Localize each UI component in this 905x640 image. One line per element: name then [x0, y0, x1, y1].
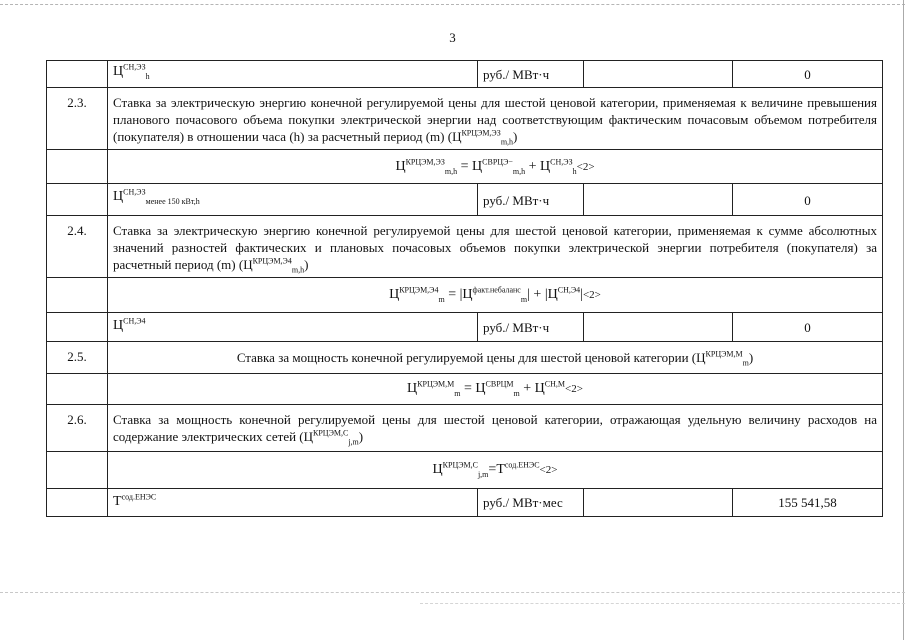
formula-row [47, 278, 883, 313]
formula-sup: СВРЦМ [485, 379, 514, 389]
row-number: 2.4. [47, 216, 108, 277]
tail-sup: КРЦЭМ,С [313, 428, 349, 438]
table-row [47, 184, 883, 216]
row-number-empty [47, 278, 108, 312]
formula-symbol: Ц [540, 159, 551, 174]
formula-abs-open: | [459, 287, 463, 302]
formula-symbol: Ц [547, 287, 558, 302]
formula-sup: СН,Э4 [557, 285, 581, 295]
formula-sub: m [513, 388, 520, 398]
scan-bottom-rule [420, 603, 905, 604]
row-number-empty [47, 184, 108, 215]
formula-symbol: Ц [475, 381, 486, 396]
description-text: Ставка за мощность конечной регулируемой цены для шестой ценовой категории ( [236, 350, 697, 365]
formula [108, 278, 883, 312]
formula-sub: j,m [477, 469, 489, 479]
tail-close: ) [304, 257, 309, 272]
row-description [108, 216, 883, 277]
row-number: 2.3. [47, 88, 108, 149]
formula-symbol: Ц [432, 462, 443, 477]
scan-right-edge [903, 0, 904, 640]
symbol-sup: СН,Э4 [123, 316, 146, 326]
row-description [108, 342, 883, 373]
row-description [108, 88, 883, 149]
formula-sup: СВРЦЭ− [482, 157, 513, 167]
symbol-base: Ц [113, 64, 124, 79]
formula-footnote-ref: <2> [576, 161, 595, 173]
table-row [47, 61, 883, 88]
formula [108, 374, 883, 404]
symbol-sub: менее 150 кВт,h [145, 196, 200, 206]
tail-symbol: Ц [696, 350, 706, 365]
formula-sup: КРЦЭМ,ЭЗ [405, 157, 445, 167]
symbol-sup: СН,ЭЗ [123, 187, 146, 197]
value-cell: 0 [733, 313, 883, 341]
symbol-cell [108, 313, 478, 341]
tail-symbol: Ц [303, 429, 314, 444]
symbol-base: Ц [113, 189, 124, 204]
row-number-empty [47, 61, 108, 87]
value-cell: 0 [733, 184, 883, 215]
formula [108, 452, 883, 488]
table-row [47, 405, 883, 452]
tail-sub: m [742, 358, 749, 368]
formula [108, 150, 883, 183]
table-row [47, 88, 883, 150]
formula-symbol: Ц [407, 381, 418, 396]
table-row [47, 313, 883, 342]
value-cell: 155 541,58 [733, 489, 883, 516]
symbol-sub: h [145, 71, 150, 81]
tail-symbol: Ц [243, 257, 253, 272]
formula-sub: m,h [512, 166, 526, 176]
formula-row [47, 452, 883, 489]
formula-equals: = [444, 287, 460, 302]
table-row [47, 342, 883, 374]
formula-footnote-ref: <2> [539, 464, 558, 476]
symbol-sup: СН,ЭЗ [123, 62, 146, 72]
unit-cell: руб./ МВт·ч [478, 184, 584, 215]
description-text: Ставка за электрическую энергию конечной регулируемой цены для шестой ценовой категории, применяемая к величине превышения планового почасового объема покупки электрической энергии над соответствующим фактическим почасовым объемом потребителя (покупателя) в отношении часа (h) за расчетный период (m) ( [113, 95, 877, 144]
tail-close: ) [358, 429, 364, 444]
row-number-empty [47, 452, 108, 488]
formula-equals: = [488, 462, 497, 477]
formula-footnote-ref: <2> [582, 289, 601, 301]
value-cell: 0 [733, 61, 883, 87]
unit-cell: руб./ МВт·ч [478, 61, 584, 87]
formula-plus: + [529, 287, 545, 302]
symbol-sup: сод.ЕНЭС [121, 492, 157, 502]
formula-sup: сод.ЕНЭС [504, 460, 540, 470]
blank-cell [584, 313, 733, 341]
formula-equals: = [460, 381, 476, 396]
formula-sub: m [520, 294, 528, 304]
formula-plus: + [519, 381, 535, 396]
tail-sup: КРЦЭМ,Э4 [252, 256, 292, 266]
tail-close: ) [513, 129, 518, 144]
tail-sub: j,m [348, 437, 359, 447]
formula-plus: + [525, 159, 541, 174]
formula-sup: КРЦЭМ,М [417, 379, 455, 389]
symbol-base: Ц [113, 318, 124, 333]
tail-sup: КРЦЭМ,М [705, 349, 743, 359]
formula-abs-open: | [544, 287, 548, 302]
row-number: 2.6. [47, 405, 108, 451]
formula-sup: СН,М [544, 379, 566, 389]
formula-symbol: Ц [472, 159, 483, 174]
formula-symbol: Ц [534, 381, 545, 396]
blank-cell [584, 489, 733, 516]
formula-symbol: Ц [462, 287, 473, 302]
table-row [47, 216, 883, 278]
row-number-empty [47, 489, 108, 516]
row-number: 2.5. [47, 342, 108, 373]
tail-symbol: Ц [452, 129, 462, 144]
row-number-empty [47, 313, 108, 341]
page-number: 3 [449, 30, 456, 45]
formula-sup: КРЦЭМ,Э4 [399, 285, 439, 295]
scan-bottom-rule [0, 592, 905, 593]
unit-cell: руб./ МВт·мес [478, 489, 584, 516]
formula-sup: СН,ЭЗ [550, 157, 573, 167]
blank-cell [584, 184, 733, 215]
row-number-empty [47, 374, 108, 404]
formula-sub: m [454, 388, 461, 398]
formula-sup: КРЦЭМ,С [442, 460, 478, 470]
formula-sub: h [572, 166, 577, 176]
formula-abs-close: | [527, 287, 530, 302]
formula-symbol: Т [496, 462, 505, 477]
formula-row [47, 150, 883, 184]
unit-cell: руб./ МВт·ч [478, 313, 584, 341]
formula-sub: m [438, 294, 445, 304]
formula-symbol: Ц [395, 159, 406, 174]
formula-equals: = [457, 159, 473, 174]
symbol-cell [108, 184, 478, 215]
scan-top-rule [0, 4, 905, 5]
tail-close: ) [748, 350, 754, 365]
row-description [108, 405, 883, 451]
blank-cell [584, 61, 733, 87]
formula-sup: факт.небаланс [472, 285, 521, 295]
tail-sup: КРЦЭМ,ЭЗ [461, 128, 501, 138]
formula-footnote-ref: <2> [565, 383, 583, 395]
symbol-cell [108, 61, 478, 87]
row-number-empty [47, 150, 108, 183]
description-text: Ставка за мощность конечной регулируемой цены для шестой ценовой категории, отражающая удельную величину расходов на содержание электрических сетей ( [113, 412, 877, 444]
symbol-base: Т [113, 494, 122, 509]
description-text: Ставка за электрическую энергию конечной регулируемой цены для шестой ценовой категории, применяемая к сумме абсолютных значений разностей фактических и плановых почасовых объемов покупки электрической энергии потребителя (покупателя) за расчетный период (m) ( [113, 223, 877, 272]
tariff-table [46, 60, 883, 517]
table-row [47, 489, 883, 517]
formula-abs-close: | [580, 287, 583, 302]
tail-sub: m,h [500, 137, 514, 147]
formula-row [47, 374, 883, 405]
tail-sub: m,h [291, 265, 305, 275]
symbol-cell [108, 489, 478, 516]
formula-symbol: Ц [389, 287, 400, 302]
formula-sub: m,h [444, 166, 458, 176]
